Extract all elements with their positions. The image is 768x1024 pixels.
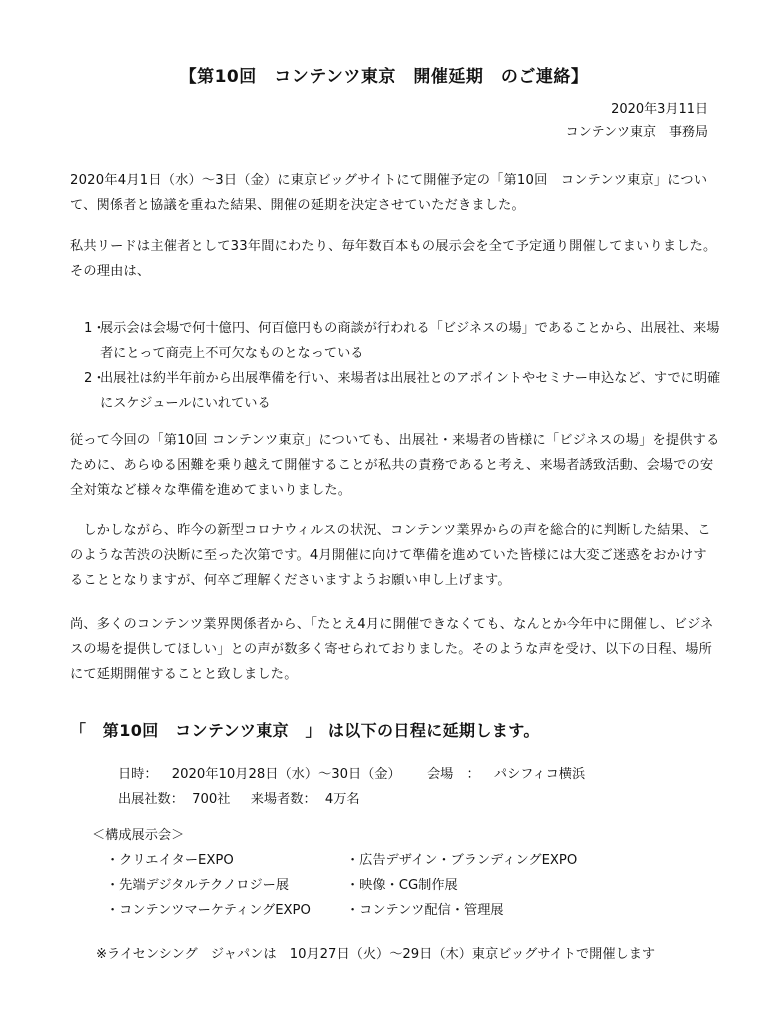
date-label: 日時： (118, 767, 158, 782)
list-item: ・広告デザイン・ブランディングEXPO (346, 853, 578, 868)
list-item (84, 316, 724, 366)
list-number: 2・ (84, 371, 106, 386)
details-row-scale (118, 787, 585, 812)
visitors-value: 4万名 (324, 792, 360, 807)
exhibitions-list (106, 848, 646, 923)
list-item: ・コンテンツ配信・管理展 (346, 903, 504, 918)
list-item: ・コンテンツマーケティングEXPO (106, 903, 311, 918)
issue-date: 2020年3月11日 (611, 102, 708, 117)
paragraph-decision: しかしながら、昨今の新型コロナウィルスの状況、コンテンツ業界からの声を総合的に判断した結果、このような苦渋の決断に至った次第です。4月開催に向けて準備を進めていた皆様には大変ご迷惑をおかけすることとなりますが、何卒ご理解くださいますようお願い申し上げます。 (70, 523, 711, 588)
exhibitors-value: 700社 (192, 792, 231, 807)
list-text: 出展社は約半年前から出展準備を行い、来場者は出展社とのアポイントやセミナー申込など、すでに明確にスケジュールにいれている (100, 371, 721, 411)
venue-value: パシフィコ横浜 (493, 767, 586, 782)
reasons-list (84, 316, 724, 416)
list-text: 展示会は会場で何十億円、何百億円もの商談が行われる「ビジネスの場」であることから、出展社、来場者にとって商売上不可欠なものとなっている (100, 321, 720, 361)
paragraph-reasons-lead: 私共リードは主催者として33年間にわたり、毎年数百本もの展示会を全て予定通り開催してまいりました。その理由は、 (70, 239, 717, 279)
paragraph-intro: 2020年4月1日（水）～3日（金）に東京ビッグサイトにて開催予定の「第10回 コンテンツ東京」について、関係者と協議を重ねた結果、開催の延期を決定させていただきました。 (70, 173, 708, 213)
licensing-note: ※ライセンシング ジャパンは 10月27日（火）～29日（木）東京ビッグサイトで開催します (96, 947, 656, 962)
details-row-schedule (118, 762, 585, 787)
paragraph-postponement: 尚、多くのコンテンツ業界関係者から、「たとえ4月に開催できなくても、なんとか今年中に開催し、ビジネスの場を提供してほしい」との声が数多く寄せられておりました。そのような声を受け、以下の日程、場所にて延期開催することと致しました。 (70, 617, 714, 682)
list-item (84, 366, 724, 416)
list-number: 1・ (84, 321, 106, 336)
exhibitions-group-label: ＜構成展示会＞ (92, 828, 185, 843)
visitors-label: 来場者数： (250, 792, 317, 807)
issuer: コンテンツ東京 事務局 (565, 125, 708, 140)
paragraph-preparations: 従って今回の「第10回 コンテンツ東京」についても、出展社・来場者の皆様に「ビジネスの場」を提供するために、あらゆる困難を乗り越えて開催することが私共の責務であると考え、来場者誘致活動、会場での安全対策など様々な準備を進めてまいりました。 (70, 433, 720, 498)
venue-label: 会場 ： (426, 767, 480, 782)
date-value: 2020年10月28日（水）～30日（金） (171, 767, 401, 782)
document-meta (566, 98, 708, 144)
list-item: ・先端デジタルテクノロジー展 (106, 878, 290, 893)
list-item: ・クリエイターEXPO (106, 853, 234, 868)
event-details (118, 762, 585, 812)
document-title: 【第10回 コンテンツ東京 開催延期 のご連絡】 (179, 67, 589, 87)
postponement-heading: 「 第10回 コンテンツ東京 」 は以下の日程に延期します。 (70, 721, 540, 740)
exhibitors-label: 出展社数： (118, 792, 184, 807)
list-item: ・映像・CG制作展 (346, 878, 458, 893)
